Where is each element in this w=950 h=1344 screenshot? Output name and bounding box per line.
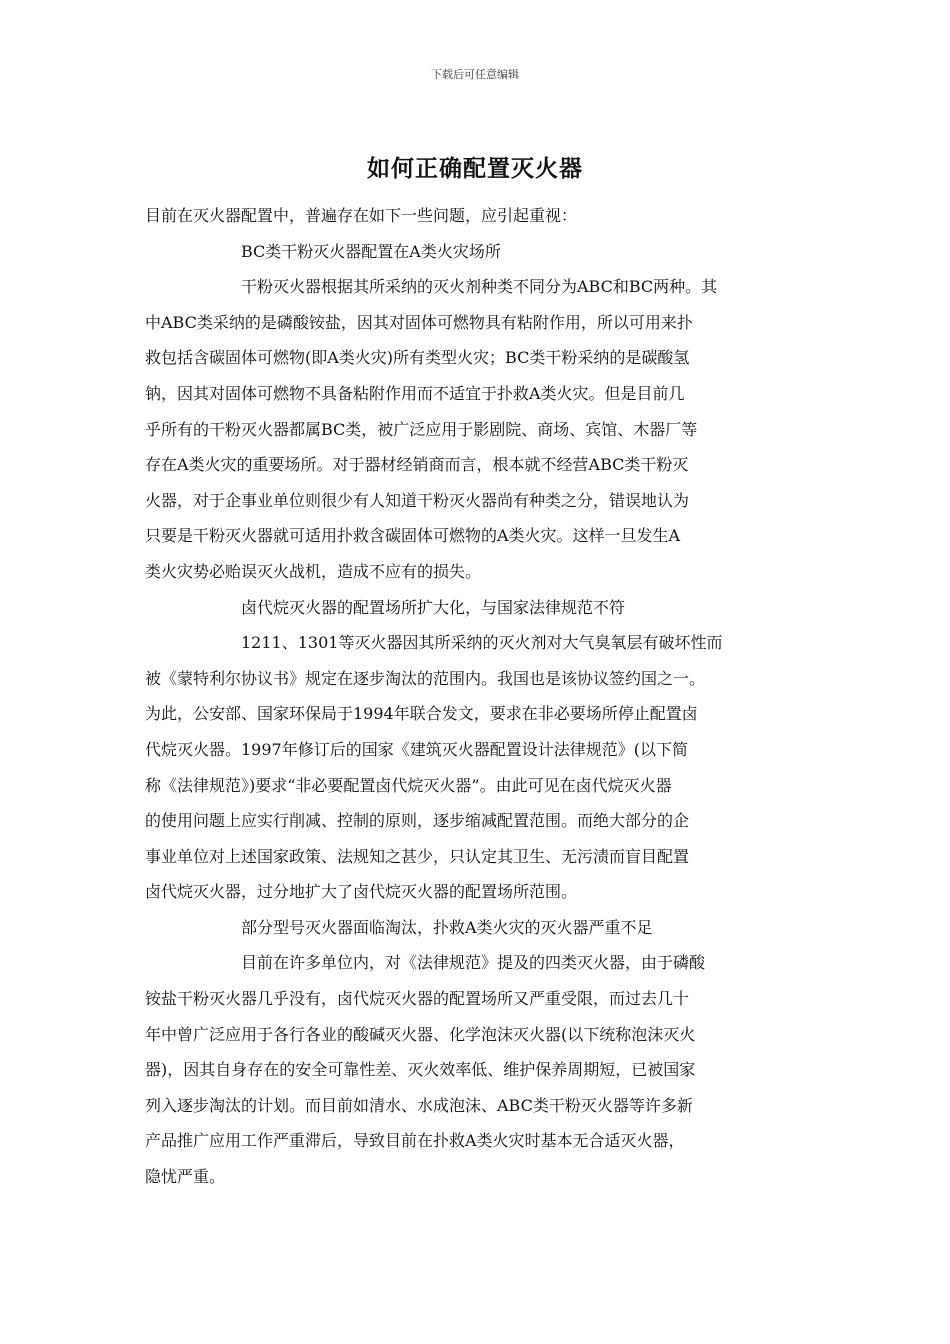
document-title: 如何正确配置灭火器 xyxy=(367,156,583,182)
text-line: 的使用问题上应实行削减、控制的原则，逐步缩减配置范围。而绝大部分的企 xyxy=(145,811,690,831)
text-line: 列入逐步淘汰的计划。而目前如清水、水成泡沫、ABC类干粉灭火器等许多新 xyxy=(145,1095,693,1115)
text-line: 目前在灭火器配置中，普遍存在如下一些问题，应引起重视： xyxy=(145,206,578,225)
text-line: 火器，对于企事业单位则很少有人知道干粉灭火器尚有种类之分，错误地认为 xyxy=(145,490,690,510)
text-line: 中ABC类采纳的是磷酸铵盐，因其对固体可燃物具有粘附作用，所以可用来扑 xyxy=(145,312,693,332)
text-line: 目前在许多单位内，对《法律规范》提及的四类灭火器，由于磷酸 xyxy=(241,953,706,973)
header-note: 下载后可任意编辑 xyxy=(431,68,519,81)
text-line: 年中曾广泛应用于各行各业的酸碱灭火器、化学泡沫灭火器(以下统称泡沫灭火 xyxy=(145,1024,696,1044)
text-line: 卤代烷灭火器，过分地扩大了卤代烷灭火器的配置场所范围。 xyxy=(145,882,578,902)
text-line: 器)，因其自身存在的安全可靠性差、灭火效率低、维护保养周期短，已被国家 xyxy=(145,1060,696,1080)
text-line: 代烷灭火器。1997年修订后的国家《建筑灭火器配置设计法律规范》(以下简 xyxy=(145,739,688,759)
text-line: BC类干粉灭火器配置在A类火灾场所 xyxy=(241,241,501,261)
text-line: 隐忧严重。 xyxy=(145,1167,226,1187)
text-line: 事业单位对上述国家政策、法规知之甚少，只认定其卫生、无污渍而盲目配置 xyxy=(145,846,690,866)
text-line: 为此，公安部、国家环保局于1994年联合发文，要求在非必要场所停止配置卤 xyxy=(145,704,698,724)
text-line: 钠，因其对固体可燃物不具备粘附作用而不适宜于扑救A类火灾。但是目前几 xyxy=(145,383,685,403)
text-line: 被《蒙特利尔协议书》规定在逐步淘汰的范围内。我国也是该协议签约国之一。 xyxy=(145,668,706,688)
text-line: 铵盐干粉灭火器几乎没有，卤代烷灭火器的配置场所又严重受限，而过去几十 xyxy=(145,989,690,1009)
text-line: 称《法律规范》)要求“非必要配置卤代烷灭火器”。由此可见在卤代烷灭火器 xyxy=(145,775,672,795)
text-line: 产品推广应用工作严重滞后，导致目前在扑救A类火灾时基本无合适灭火器， xyxy=(145,1131,685,1151)
text-line: 干粉灭火器根据其所采纳的灭火剂种类不同分为ABC和BC两种。其 xyxy=(241,277,718,297)
text-line: 卤代烷灭火器的配置场所扩大化，与国家法律规范不符 xyxy=(241,597,626,617)
text-line: 存在A类火灾的重要场所。对于器材经销商而言，根本就不经营ABC类干粉灭 xyxy=(145,455,689,475)
text-line: 救包括含碳固体可燃物(即A类火灾)所有类型火灾；BC类干粉采纳的是碳酸氢 xyxy=(145,348,690,368)
text-line: 1211、1301等灭火器因其所采纳的灭火剂对大气臭氧层有破坏性而 xyxy=(241,633,723,653)
text-line: 类火灾势必贻误灭火战机，造成不应有的损失。 xyxy=(145,561,482,581)
text-line: 乎所有的干粉灭火器都属BC类，被广泛应用于影剧院、商场、宾馆、木器厂等 xyxy=(145,419,698,439)
document-body xyxy=(145,198,810,1195)
text-line: 只要是干粉灭火器就可适用扑救含碳固体可燃物的A类火灾。这样一旦发生A xyxy=(145,526,681,546)
text-line: 部分型号灭火器面临淘汰，扑救A类火灾的灭火器严重不足 xyxy=(241,917,653,937)
